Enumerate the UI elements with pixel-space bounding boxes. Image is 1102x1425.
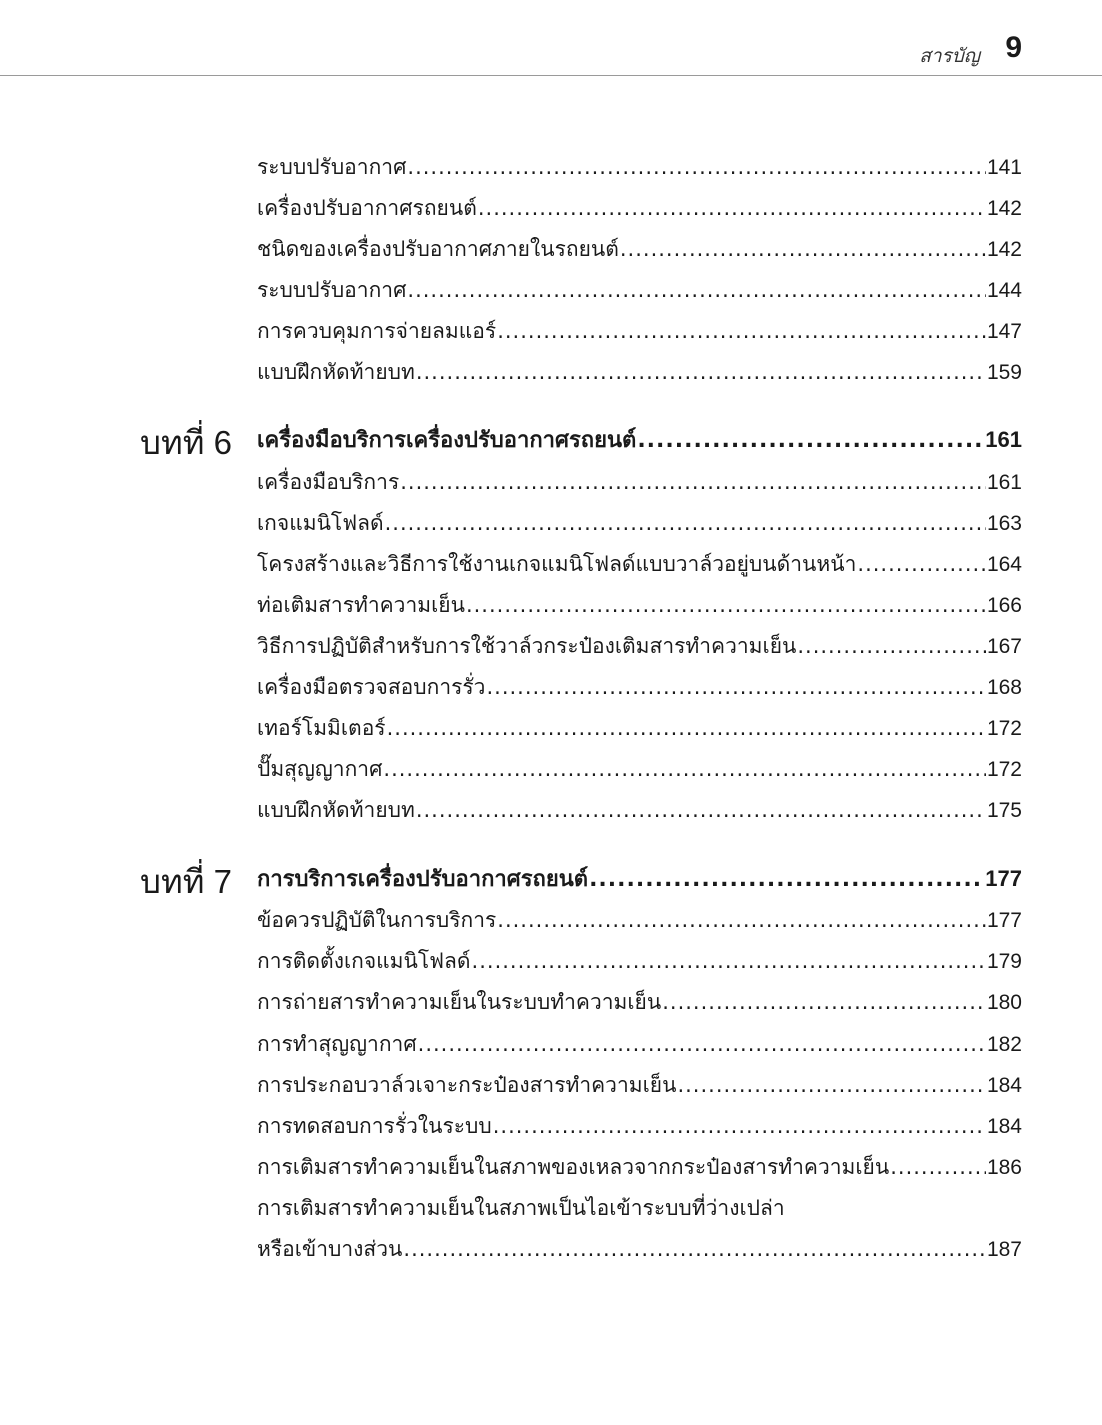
dot-leader: [472, 946, 986, 976]
toc-entry: [0, 508, 1102, 540]
dot-leader: [416, 795, 986, 825]
toc-entry: [0, 631, 1102, 663]
toc-entry-page: 167: [986, 635, 1022, 658]
toc-entry: [0, 467, 1102, 499]
dot-leader: [493, 1111, 986, 1141]
toc-entry-page: 175: [986, 799, 1022, 822]
toc-entry-page: 179: [986, 950, 1022, 973]
toc-entry-page: 186: [986, 1156, 1022, 1179]
toc-entry-title: เครื่องมือบริการ: [257, 470, 400, 494]
dot-leader: [407, 152, 986, 182]
chapter-heading: [0, 863, 1102, 900]
toc-entry: [0, 713, 1102, 745]
dot-leader: [478, 193, 986, 223]
chapter-title: การบริการเครื่องปรับอากาศรถยนต์: [257, 867, 589, 892]
toc-entry-page: 163: [986, 512, 1022, 535]
toc-entry-title: การเติมสารทำความเย็นในสภาพเป็นไอเข้าระบบที่ว่างเปล่า: [257, 1196, 785, 1220]
toc-entry-title: ระบบปรับอากาศ: [257, 278, 407, 302]
dot-leader: [677, 1070, 986, 1100]
toc-entry-page: 166: [986, 594, 1022, 617]
dot-leader: [620, 234, 986, 264]
dot-leader: [416, 357, 986, 387]
chapter-label: บทที่ 7: [140, 863, 232, 900]
dot-leader: [385, 508, 986, 538]
dot-leader: [387, 713, 986, 743]
toc-entry: [0, 795, 1102, 827]
dot-leader: [383, 754, 986, 784]
toc-entry-page: 147: [986, 320, 1022, 343]
dot-leader: [407, 275, 986, 305]
toc-entry-title: การเติมสารทำความเย็นในสภาพของเหลวจากกระป๋องสารทำความเย็น: [257, 1155, 890, 1179]
dot-leader: [466, 590, 986, 620]
toc-entry-title: หรือเข้าบางส่วน: [257, 1237, 403, 1261]
toc-entry: [0, 905, 1102, 937]
chapter-label: บทที่ 6: [140, 424, 232, 461]
toc-entry-title: โครงสร้างและวิธีการใช้งานเกจแมนิโฟลด์แบบวาล์วอยู่บนด้านหน้า: [257, 552, 857, 576]
dot-leader: [497, 905, 986, 935]
page-header: [0, 0, 1102, 76]
dot-leader: [857, 549, 986, 579]
dot-leader: [637, 426, 984, 456]
toc-entry-title: วิธีการปฏิบัติสำหรับการใช้วาล์วกระป๋องเติมสารทำความเย็น: [257, 634, 797, 658]
toc-entry: [0, 316, 1102, 348]
toc-entry-title: ปั๊มสุญญากาศ: [257, 757, 383, 781]
toc-entry: [0, 193, 1102, 225]
toc-entry-title: การทดสอบการรั่วในระบบ: [257, 1114, 492, 1138]
toc-entry: [0, 1070, 1102, 1102]
toc-entry: [0, 987, 1102, 1019]
toc-entry-title: แบบฝึกหัดท้ายบท: [257, 360, 415, 384]
toc-entry: [0, 275, 1102, 307]
toc-entry-page: 180: [986, 991, 1022, 1014]
toc-entry-page: 168: [986, 676, 1022, 699]
chapter-page: 161: [985, 427, 1022, 452]
toc-entry-page: 142: [986, 238, 1022, 261]
toc-entry: [0, 549, 1102, 581]
toc-entry: [0, 1029, 1102, 1061]
toc-entry: [0, 357, 1102, 389]
toc-entry-title: ข้อควรปฏิบัติในการบริการ: [257, 908, 497, 932]
toc-entry-page: 161: [986, 471, 1022, 494]
toc-entry-wrapped-line: [0, 1193, 1102, 1225]
dot-leader: [418, 1029, 986, 1059]
running-header-title: สารบัญ: [919, 45, 980, 67]
toc-entry-page: 184: [986, 1115, 1022, 1138]
chapter-heading: [0, 424, 1102, 461]
toc-entry-title: เครื่องปรับอากาศรถยนต์: [257, 196, 477, 220]
toc-entry: [0, 1152, 1102, 1184]
toc-entry: [0, 672, 1102, 704]
toc-entry-page: 172: [986, 758, 1022, 781]
toc-entry-title: ระบบปรับอากาศ: [257, 155, 407, 179]
toc-entry-title: ชนิดของเครื่องปรับอากาศภายในรถยนต์: [257, 237, 619, 261]
toc-entry: [0, 1111, 1102, 1143]
toc-entry-title: การทำสุญญากาศ: [257, 1032, 417, 1056]
toc-entry-title: การประกอบวาล์วเจาะกระป๋องสารทำความเย็น: [257, 1073, 677, 1097]
toc-entry: [0, 754, 1102, 786]
toc-entry-title: เครื่องมือตรวจสอบการรั่ว: [257, 675, 486, 699]
page-number: 9: [1005, 31, 1022, 64]
toc-entry-page: 141: [986, 156, 1022, 179]
toc-entry-page: 164: [986, 553, 1022, 576]
toc-entry-title: การติดตั้งเกจแมนิโฟลด์: [257, 949, 471, 973]
dot-leader: [403, 1234, 986, 1264]
dot-leader: [400, 467, 986, 497]
toc-entry-page: 144: [986, 279, 1022, 302]
dot-leader: [497, 316, 986, 346]
dot-leader: [662, 987, 986, 1017]
toc-entry: [0, 152, 1102, 184]
toc-entry-title: แบบฝึกหัดท้ายบท: [257, 798, 415, 822]
toc-entry-title: ท่อเติมสารทำความเย็น: [257, 593, 465, 617]
toc-entry-title: การควบคุมการจ่ายลมแอร์: [257, 319, 497, 343]
dot-leader: [589, 865, 984, 895]
toc-entry-title: เกจแมนิโฟลด์: [257, 511, 384, 535]
dot-leader: [890, 1152, 986, 1182]
toc-entry: [0, 1234, 1102, 1266]
toc-entry: [0, 946, 1102, 978]
chapter-page: 177: [985, 866, 1022, 891]
toc-entry: [0, 590, 1102, 622]
dot-leader: [797, 631, 986, 661]
toc-entry: [0, 234, 1102, 266]
dot-leader: [486, 672, 985, 702]
toc-entry-title: การถ่ายสารทำความเย็นในระบบทำความเย็น: [257, 990, 662, 1014]
toc-entry-page: 184: [986, 1074, 1022, 1097]
chapter-title: เครื่องมือบริการเครื่องปรับอากาศรถยนต์: [257, 428, 637, 453]
toc-entry-page: 187: [986, 1238, 1022, 1261]
toc-entry-page: 172: [986, 717, 1022, 740]
toc-entry-page: 182: [986, 1033, 1022, 1056]
toc-entry-page: 159: [986, 361, 1022, 384]
toc-entry-title: เทอร์โมมิเตอร์: [257, 716, 386, 740]
toc-entry-page: 177: [986, 909, 1022, 932]
toc-entry-page: 142: [986, 197, 1022, 220]
